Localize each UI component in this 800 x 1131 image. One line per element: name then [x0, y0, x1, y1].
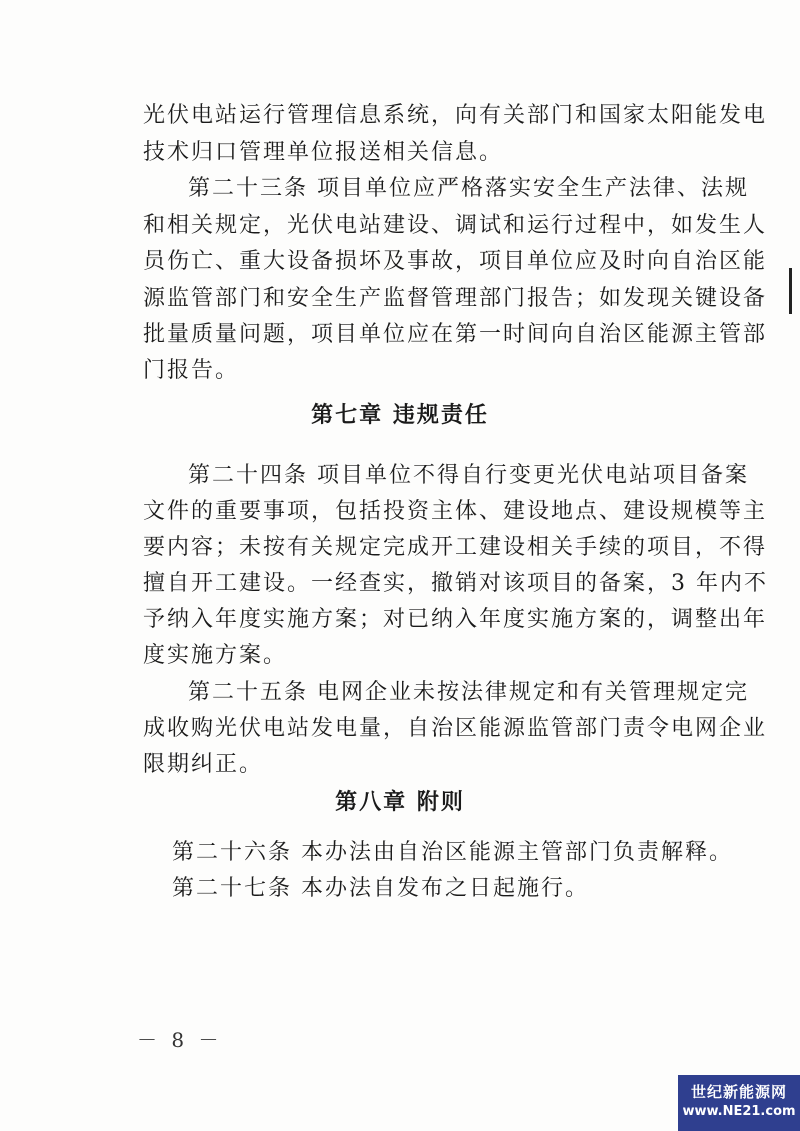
article-24-line: 予纳入年度实施方案；对已纳入年度实施方案的，调整出年	[143, 607, 768, 632]
article-24-line: 擅自开工建设。一经查实，撤销对该项目的备案，3 年内不	[143, 571, 768, 596]
article-25-line: 成收购光伏电站发电量，自治区能源监管部门责令电网企业	[143, 716, 768, 741]
article-23-line: 源监管部门和安全生产监督管理部门报告；如发现关键设备	[143, 286, 768, 311]
page-number: － 8 －	[137, 1028, 223, 1052]
article-24-line: 要内容；未按有关规定完成开工建设相关手续的项目，不得	[143, 535, 768, 560]
article-24-line: 第二十四条 项目单位不得自行变更光伏电站项目备案	[188, 463, 749, 488]
article-25-line: 第二十五条 电网企业未按法律规定和有关管理规定完	[188, 680, 749, 705]
article-23-line: 和相关规定，光伏电站建设、调试和运行过程中，如发生人	[143, 213, 768, 238]
article-23-line: 门报告。	[143, 358, 240, 383]
article-25-line: 限期纠正。	[143, 752, 264, 777]
chapter-7-heading: 第七章 违规责任	[311, 402, 489, 428]
watermark-url: www.NE21.com	[682, 1104, 796, 1119]
article-26-line: 第二十六条 本办法由自治区能源主管部门负责解释。	[172, 840, 733, 865]
article-23-line: 批量质量问题，项目单位应在第一时间向自治区能源主管部	[143, 322, 768, 347]
chapter-8-heading: 第八章 附则	[335, 789, 465, 815]
article-24-line: 度实施方案。	[143, 643, 288, 668]
watermark-title: 世纪新能源网	[690, 1083, 787, 1101]
article-24-line: 文件的重要事项，包括投资主体、建设地点、建设规模等主	[143, 499, 768, 524]
paragraph-line: 光伏电站运行管理信息系统，向有关部门和国家太阳能发电	[143, 103, 768, 128]
site-watermark-logo	[678, 1075, 800, 1131]
article-27-line: 第二十七条 本办法自发布之日起施行。	[172, 876, 589, 901]
scan-edge-mark	[789, 268, 792, 314]
paragraph-line: 技术归口管理单位报送相关信息。	[143, 140, 504, 165]
article-23-line: 第二十三条 项目单位应严格落实安全生产法律、法规	[188, 176, 749, 201]
article-23-line: 员伤亡、重大设备损坏及事故，项目单位应及时向自治区能	[143, 249, 768, 274]
